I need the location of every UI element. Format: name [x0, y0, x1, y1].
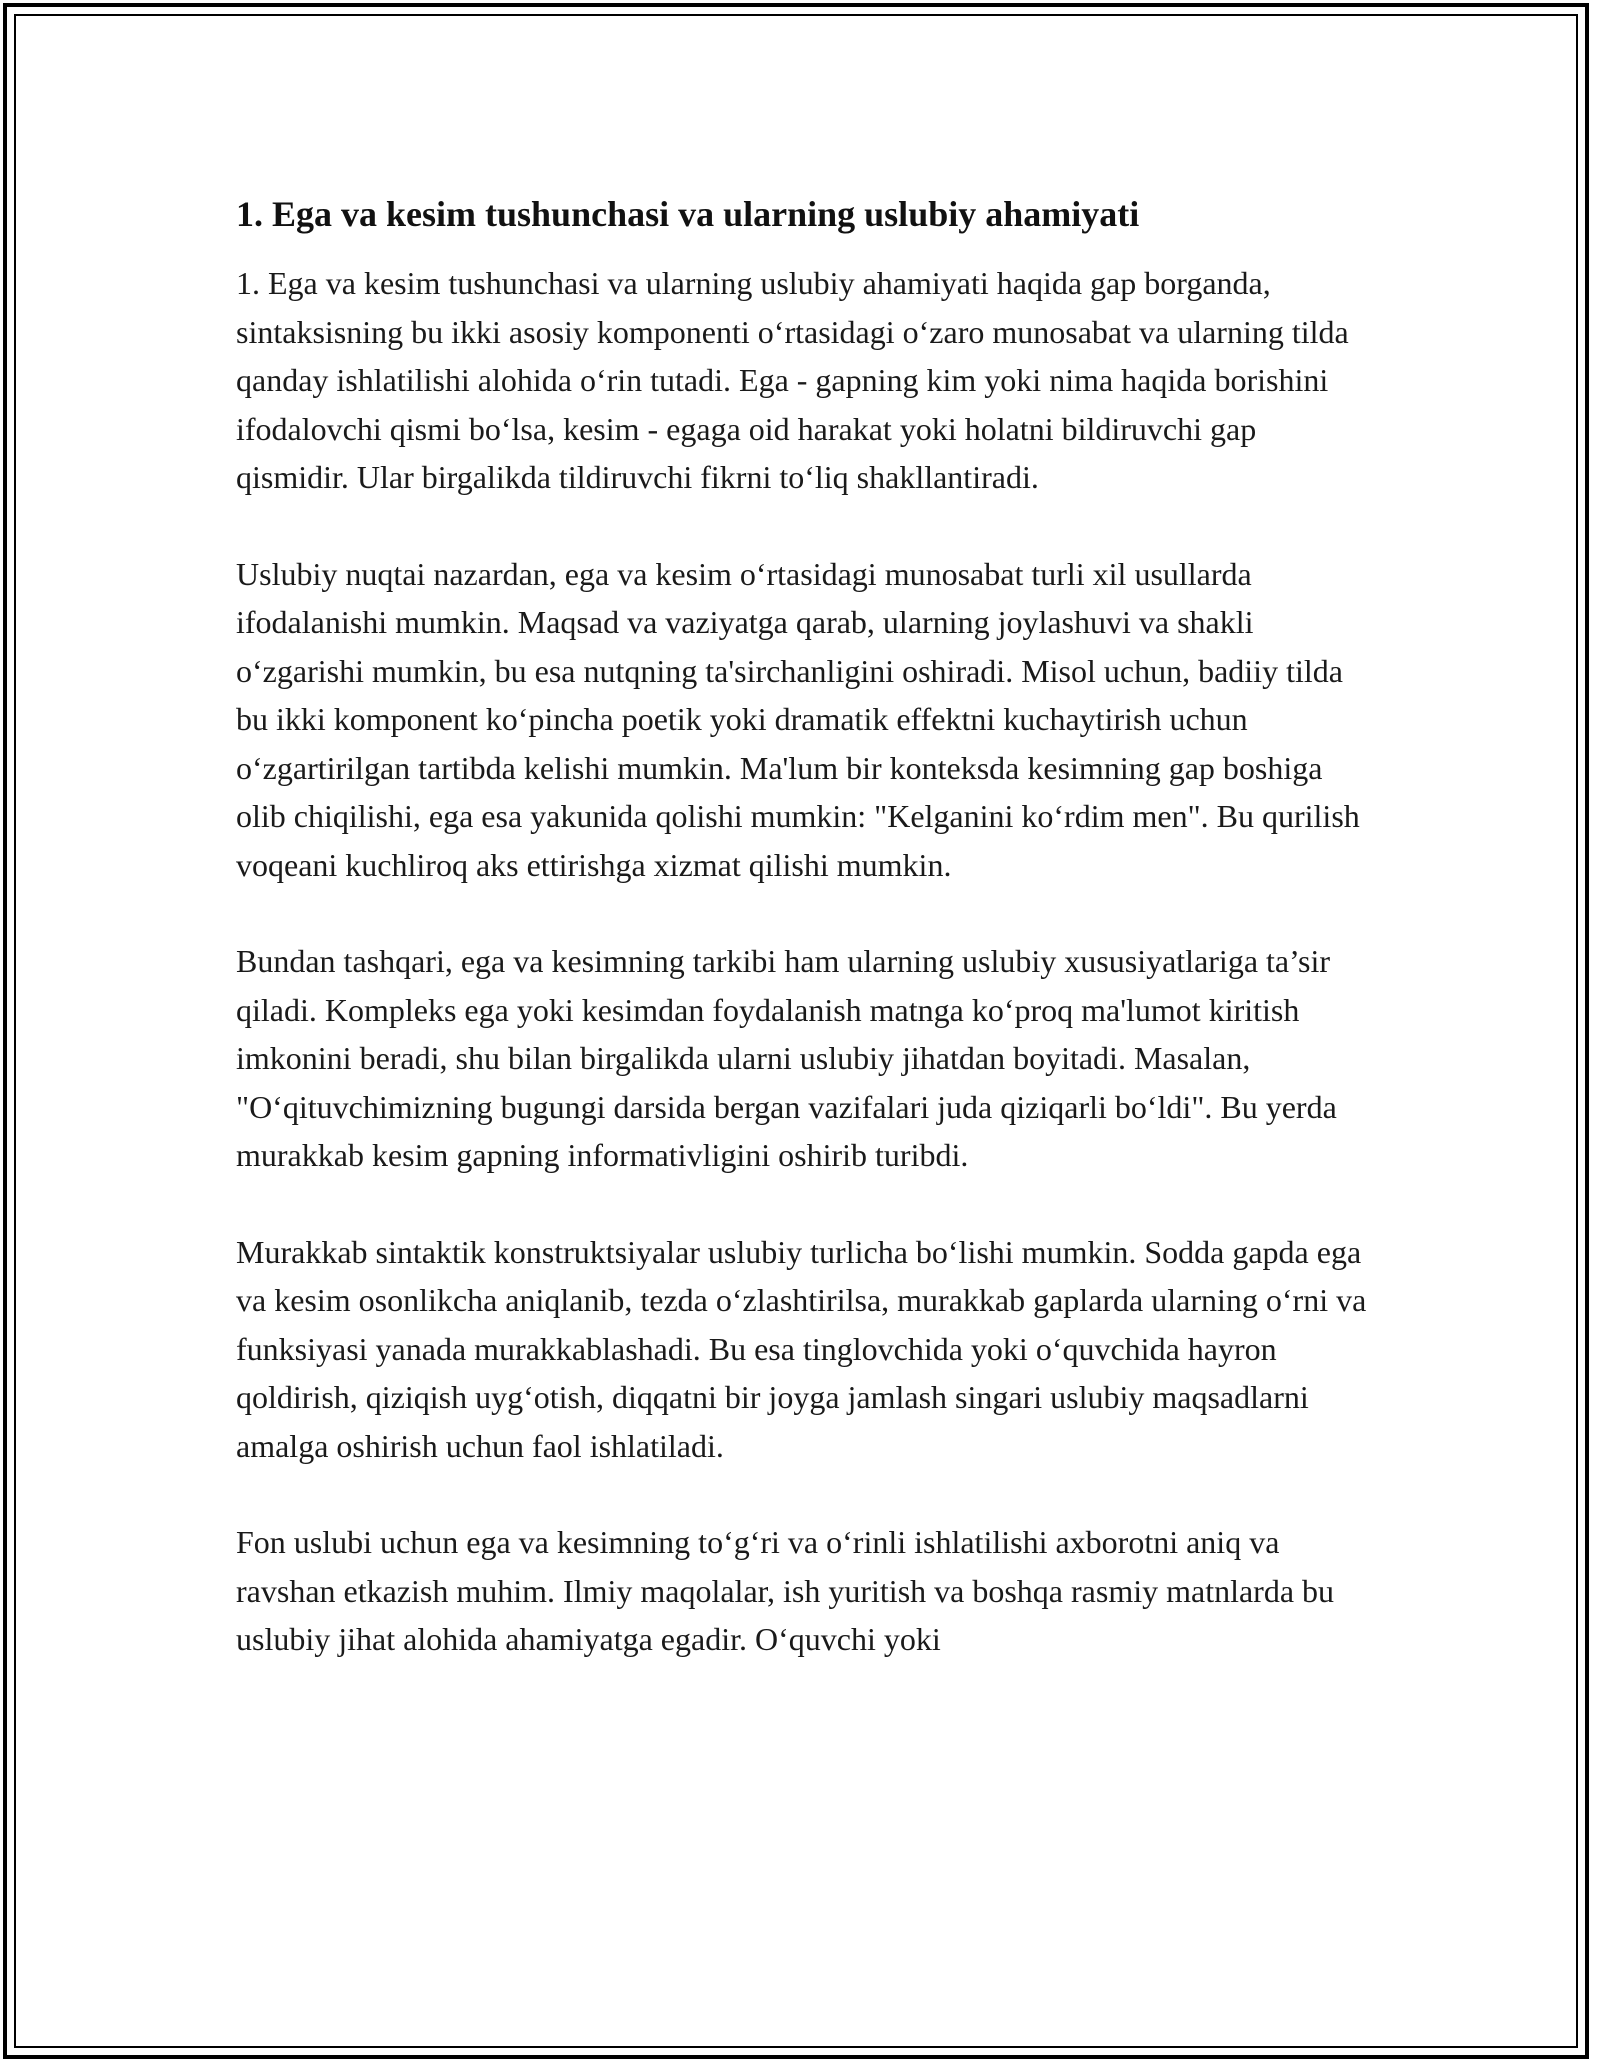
paragraph-3: Bundan tashqari, ega va kesimning tarkibi ham ularning uslubiy xususiyatlariga ta’sir qiladi. Kompleks ega yoki kesimdan foydalanish matnga koʻproq ma'lumot kiritish imkonini beradi, shu bilan birgalikda ularni uslubiy jihatdan boyitadi. Masalan, "Oʻqituvchimizning bugungi darsida bergan vazifalari juda qiziqarli boʻldi". Bu yerda murakkab kesim gapning informativligini oshirib turibdi. — [236, 943, 1337, 1173]
paragraph-2: Uslubiy nuqtai nazardan, ega va kesim oʻrtasidagi munosabat turli xil usullarda ifodalanishi mumkin. Maqsad va vaziyatga qarab, ularning joylashuvi va shakli oʻzgarishi mumkin, bu esa nutqning ta'sirchanligini oshiradi. Misol uchun, badiiy tilda bu ikki komponent koʻpincha poetik yoki dramatik effektni kuchaytirish uchun oʻzgartirilgan tartibda kelishi mumkin. Ma'lum bir konteksda kesimning gap boshiga olib chiqilishi, ega esa yakunida qolishi mumkin: "Kelganini koʻrdim men". Bu qurilish voqeani kuchliroq aks ettirishga xizmat qilishi mumkin. — [236, 555, 1360, 883]
paragraph-5: Fon uslubi uchun ega va kesimning toʻgʻri va oʻrinli ishlatilishi axborotni aniq va ravshan etkazish muhim. Ilmiy maqolalar, ish yuritish va boshqa rasmiy matnlarda bu uslubiy jihat alohida ahamiyatga egadir. Oʻquvchi yoki — [236, 1524, 1335, 1657]
paragraph-4: Murakkab sintaktik konstruktsiyalar uslubiy turlicha boʻlishi mumkin. Sodda gapda ega va kesim osonlikcha aniqlanib, tezda oʻzlashtirilsa, murakkab gaplarda ularning oʻrni va funksiyasi yanada murakkablashadi. Bu esa tinglovchida yoki oʻquvchida hayron qoldirish, qiziqish uygʻotish, diqqatni bir joyga jamlash singari uslubiy maqsadlarni amalga oshirish uchun faol ishlatiladi. — [236, 1233, 1367, 1464]
paragraph-1: 1. Ega va kesim tushunchasi va ularning uslubiy ahamiyati haqida gap borganda, sintaksisning bu ikki asosiy komponenti oʻrtasidagi oʻzaro munosabat va ularning tilda qanday ishlatilishi alohida oʻrin tutadi. Ega - gapning kim yoki nima haqida borishini ifodalovchi qismi boʻlsa, kesim - egaga oid harakat yoki holatni bildiruvchi gap qismidir. Ular birgalikda tildiruvchi fikrni toʻliq shakllantiradi. — [236, 265, 1349, 495]
section-heading: 1. Ega va kesim tushunchasi va ularning uslubiy ahamiyati — [236, 194, 1140, 234]
document-body — [236, 188, 1376, 1712]
